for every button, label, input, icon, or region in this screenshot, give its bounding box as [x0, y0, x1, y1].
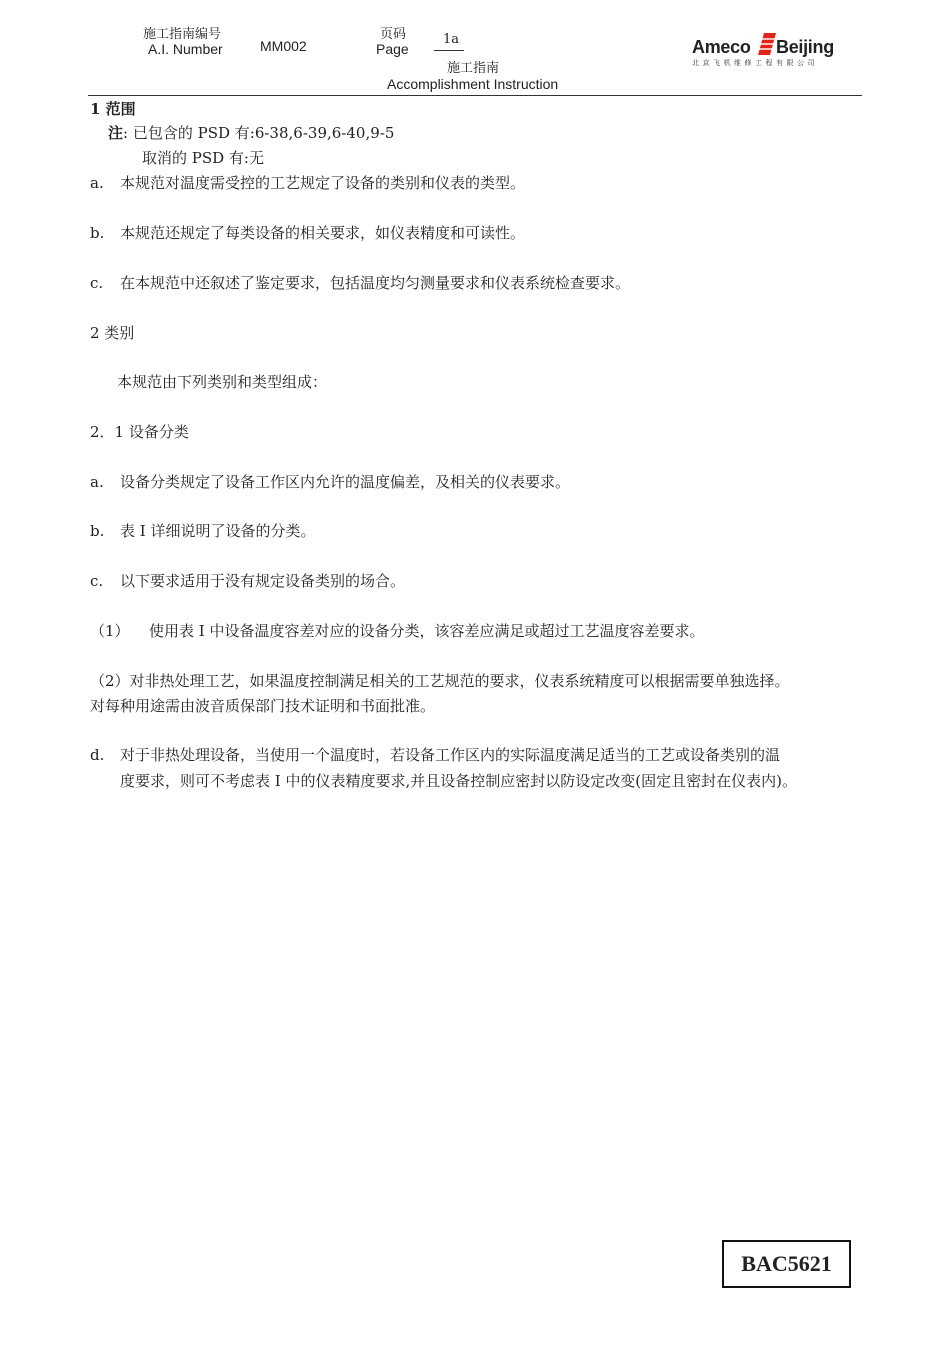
ai-number-label-en: A.I. Number	[148, 41, 223, 57]
item-2c-label: c.	[90, 572, 104, 590]
note-line-2: 取消的 PSD 有:无	[142, 149, 264, 167]
item-b-text: 本规范还规定了每类设备的相关要求，如仪表精度和可读性。	[120, 224, 526, 242]
logo-mark-icon	[756, 31, 778, 57]
item-c-label: c.	[90, 274, 104, 292]
item-a-text: 本规范对温度需受控的工艺规定了设备的类别和仪表的类型。	[120, 174, 526, 192]
item-d-line-2: 度要求，则可不考虑表 I 中的仪表精度要求,并且设备控制应密封以防设定改变(固定且密封在仪表内)。	[120, 772, 797, 790]
item-2b-text: 表 I 详细说明了设备的分类。	[120, 522, 316, 540]
item-2a-label: a.	[90, 473, 104, 491]
ai-number-value: MM002	[260, 38, 307, 54]
note-text-1: : 已包含的 PSD 有:6-38,6-39,6-40,9-5	[123, 124, 395, 142]
subitem-1-label: （1）	[90, 622, 130, 640]
logo-subtitle: 北京飞机维修工程有限公司	[692, 59, 818, 67]
logo-text-right: Beijing	[776, 37, 834, 57]
page-label-cn: 页码	[380, 27, 407, 42]
section-2-1-title: 2．1 设备分类	[90, 423, 189, 441]
section-2-title: 2 类别	[90, 324, 135, 342]
item-2a-text: 设备分类规定了设备工作区内允许的温度偏差，及相关的仪表要求。	[120, 473, 571, 491]
subitem-1-text: 使用表 I 中设备温度容差对应的设备分类，该容差应满足或超过工艺温度容差要求。	[149, 622, 705, 640]
section-2-intro: 本规范由下列类别和类型组成：	[117, 373, 328, 391]
title-cn: 施工指南	[447, 61, 500, 76]
doc-code: BAC5621	[741, 1251, 832, 1276]
item-d-line-1: 对于非热处理设备，当使用一个温度时，若设备工作区内的实际温度满足适当的工艺或设备类别的温	[120, 746, 781, 764]
subitem-2-line-1: （2）对非热处理工艺，如果温度控制满足相关的工艺规范的要求，仪表系统精度可以根据需要单独选择。	[90, 672, 790, 690]
item-b-label: b.	[90, 224, 105, 242]
page-number-rule	[434, 50, 464, 51]
section-1-title: 1 范围	[90, 100, 136, 118]
ameco-logo	[690, 31, 840, 71]
ai-number-label-cn: 施工指南编号	[143, 27, 222, 42]
header-rule	[88, 95, 862, 96]
item-c-text: 在本规范中还叙述了鉴定要求，包括温度均匀测量要求和仪表系统检查要求。	[120, 274, 631, 292]
doc-code-box	[722, 1240, 851, 1288]
logo-text-left: Ameco	[692, 37, 751, 57]
item-d-label: d.	[90, 746, 105, 764]
item-2c-text: 以下要求适用于没有规定设备类别的场合。	[120, 572, 406, 590]
note-line-1	[108, 123, 394, 143]
page-number: 1a	[443, 32, 460, 47]
item-a-label: a.	[90, 174, 104, 192]
item-2b-label: b.	[90, 522, 105, 540]
page-label-en: Page	[376, 41, 409, 57]
subitem-2-line-2: 对每种用途需由波音质保部门技术证明和书面批准。	[90, 697, 436, 715]
title-en: Accomplishment Instruction	[387, 76, 559, 92]
note-label: 注	[108, 124, 124, 142]
